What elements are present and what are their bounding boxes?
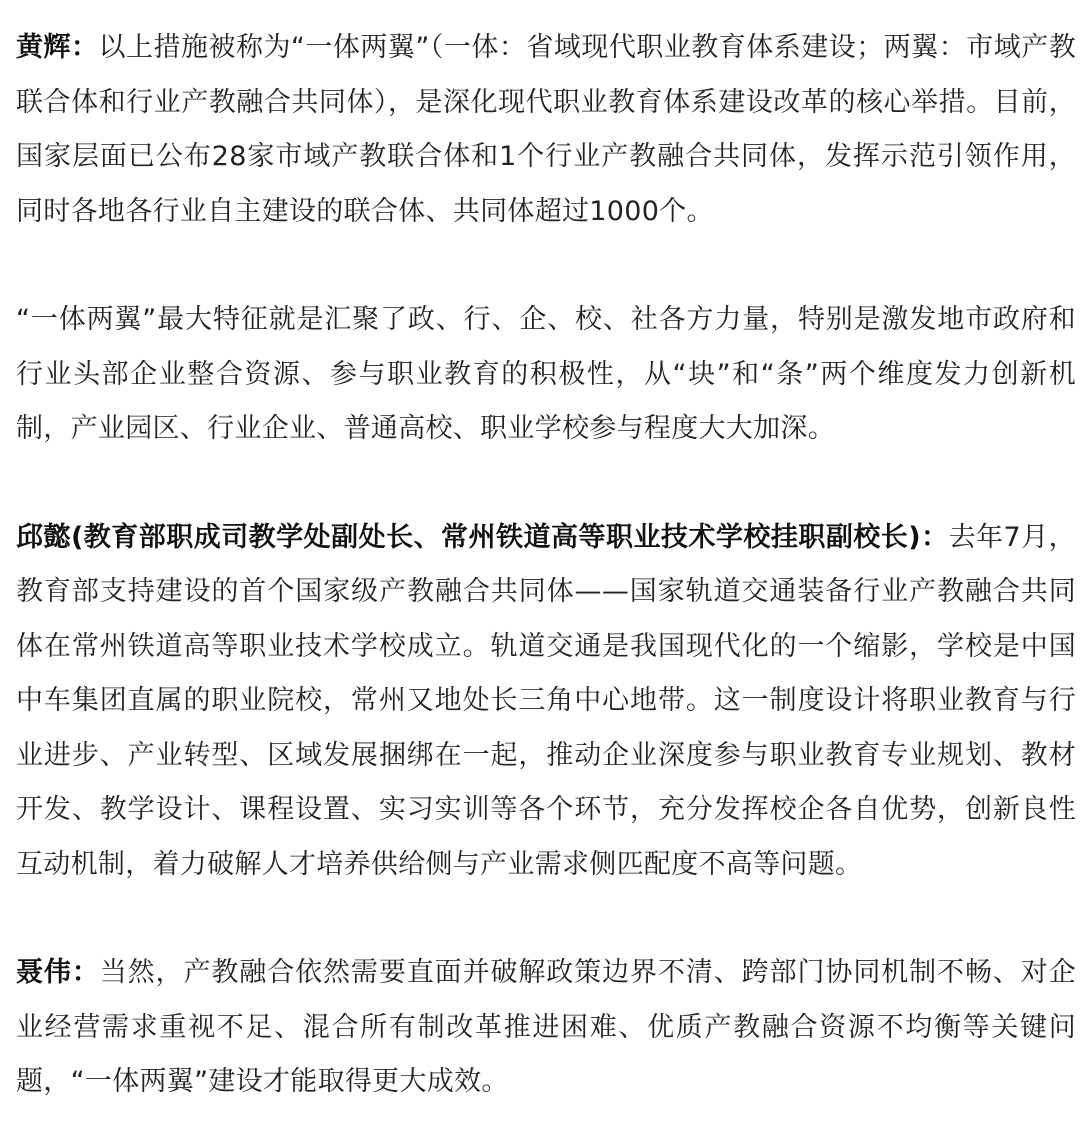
paragraph-text: “一体两翼”最大特征就是汇聚了政、行、企、校、社各方力量，特别是激发地市政府和行业头部企业整合资源、参与职业教育的积极性，从“块”和“条”两个维度发力创新机制，产业园区、行业企业、普通高校、职业学校参与程度大大加深。 — [16, 304, 1076, 444]
paragraph-text: 以上措施被称为“一体两翼”（一体：省域现代职业教育体系建设；两翼：市域产教联合体和行业产教融合共同体），是深化现代职业教育体系建设改革的核心举措。目前，国家层面已公布28家市域产教联合体和1个行业产教融合共同体，发挥示范引领作用，同时各地各行业自主建设的联合体、共同体超过1000个。 — [16, 32, 1076, 227]
paragraph-qiuyi — [16, 511, 1076, 893]
speaker-name: 聂伟： — [16, 957, 100, 988]
paragraph-huanghui — [16, 21, 1076, 239]
speaker-name: 邱懿(教育部职成司教学处副处长、常州铁道高等职业技术学校挂职副校长)： — [16, 521, 949, 553]
paragraph-text: 当然，产教融合依然需要直面并破解政策边界不清、跨部门协同机制不畅、对企业经营需求重视不足、混合所有制改革推进困难、优质产教融合资源不均衡等关键问题，“一体两翼”建设才能取得更大成效。 — [16, 957, 1076, 1097]
speaker-name: 黄辉： — [16, 32, 99, 63]
paragraph-niewei — [16, 946, 1076, 1110]
article-body — [16, 21, 1076, 1110]
paragraph-text: 去年7月，教育部支持建设的首个国家级产教融合共同体——国家轨道交通装备行业产教融合共同体在常州铁道高等职业技术学校成立。轨道交通是我国现代化的一个缩影，学校是中国中车集团直属的职业院校，常州又地处长三角中心地带。这一制度设计将职业教育与行业进步、产业转型、区域发展捆绑在一起，推动企业深度参与职业教育专业规划、教材开发、教学设计、课程设置、实习实训等各个环节，充分发挥校企各自优势，创新良性互动机制，着力破解人才培养供给侧与产业需求侧匹配度不高等问题。 — [16, 521, 1076, 880]
paragraph-yitiliangyi — [16, 293, 1076, 457]
